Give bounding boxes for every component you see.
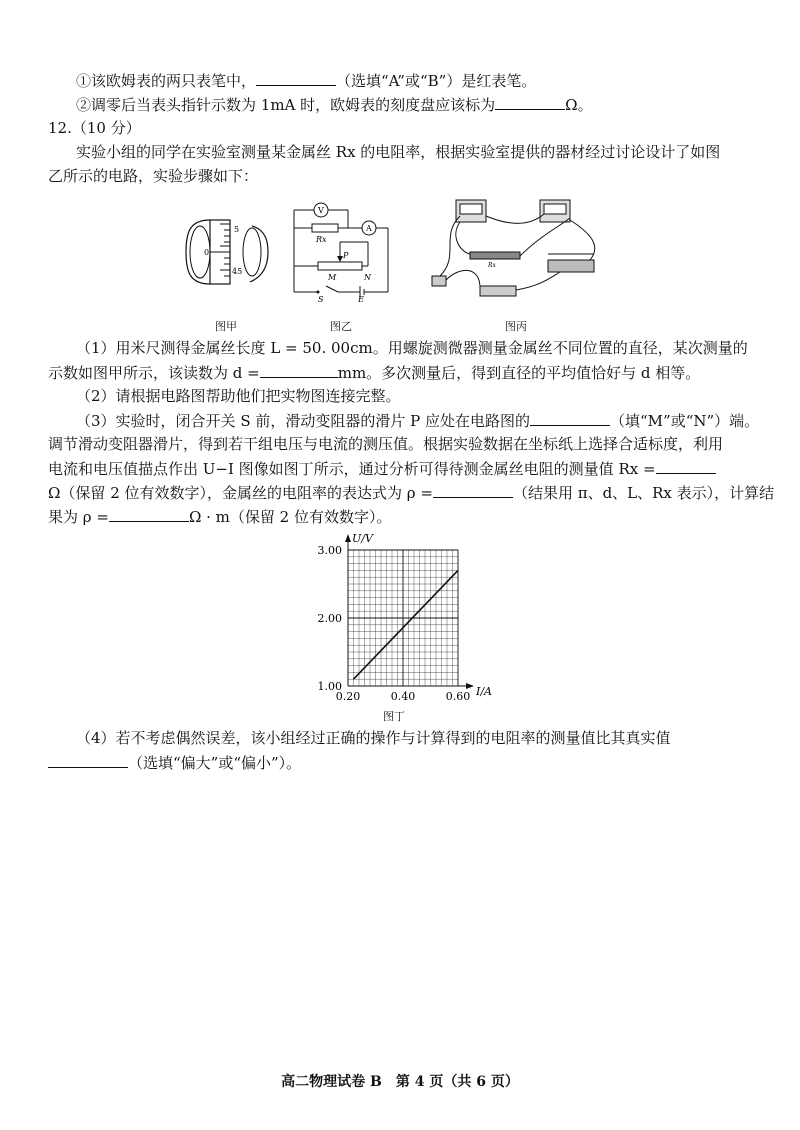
ammeter-label: A: [366, 224, 372, 233]
slider-label: P: [343, 251, 349, 260]
voltmeter-label: V: [318, 206, 324, 215]
circuit-diagram: [288, 196, 398, 302]
chart-grid: [348, 550, 458, 686]
step1-line2: 示数如图甲所示，该读数为 d = mm。多次测量后，得到直径的平均值恰好与 d 相等。: [48, 364, 701, 382]
answer-blank[interactable]: [530, 410, 610, 426]
y-tick-label: 3.00: [317, 544, 342, 557]
resistor-label: Rx: [316, 235, 327, 244]
step3-line4: Ω（保留 2 位有效数字），金属丝的电阻率的表达式为 ρ = （结果用 π、d、L、Rx 表示），计算结: [48, 484, 775, 502]
q11-item2: ②调零后当表头指针示数为 1mA 时，欧姆表的刻度盘应该标为 Ω。: [76, 96, 593, 114]
step3-line5: 果为 ρ = Ω · m（保留 2 位有效数字）。: [48, 508, 392, 526]
end-m-label: M: [328, 273, 337, 282]
answer-blank[interactable]: [256, 70, 336, 86]
step4-line1: （4）若不考虑偶然误差，该小组经过正确的操作与计算得到的电阻率的测量值比其真实值: [76, 729, 671, 747]
step4-line2: （选填“偏大”或“偏小”）。: [48, 752, 301, 773]
x-tick-label: 0.60: [445, 690, 471, 703]
page-footer: 高二物理试卷 B 第 4 页（共 6 页）: [281, 1074, 519, 1090]
step3-line1: （3）实验时，闭合开关 S 前，滑动变阻器的滑片 P 应处在电路图的 （填“M”或“N”）端。: [76, 412, 760, 430]
step1-line1: （1）用米尺测得金属丝长度 L = 50. 00cm。用螺旋测微器测量金属丝不同位置的直径，某次测量的: [76, 339, 748, 357]
switch-label: S: [318, 295, 324, 302]
resistor-label: Rx: [488, 262, 496, 269]
micrometer-tick: 45: [232, 267, 243, 276]
q12-intro-line2: 乙所示的电路，实验步骤如下：: [48, 167, 259, 185]
micrometer-tick: 0: [204, 248, 210, 257]
ui-chart: [290, 528, 520, 718]
step3-line2: 调节滑动变阻器滑片，得到若干组电压与电流的测压值。根据实验数据在坐标纸上选择合适标度，利用: [48, 435, 724, 453]
fig-jia-caption: 图甲: [215, 320, 237, 333]
step3-line3: 电流和电压值描点作出 U−I 图像如图丁所示，通过分析可得待测金属丝电阻的测量值 Rx =: [48, 458, 716, 479]
q12-header: 12.（10 分）: [48, 119, 141, 137]
fig-bing-caption: 图丙: [505, 320, 527, 333]
answer-blank[interactable]: [48, 752, 128, 768]
q11-item1: ①该欧姆表的两只表笔中， （选填“A”或“B”）是红表笔。: [76, 72, 537, 90]
micrometer-figure: [180, 212, 270, 292]
answer-blank[interactable]: [109, 506, 189, 522]
answer-blank[interactable]: [656, 458, 716, 474]
apparatus-figure: [420, 196, 610, 306]
answer-blank[interactable]: [260, 362, 338, 378]
y-axis-label: U/V: [352, 532, 373, 545]
answer-blank[interactable]: [495, 94, 565, 110]
q12-intro-line1: 实验小组的同学在实验室测量某金属丝 Rx 的电阻率，根据实验室提供的器材经过讨论设计了如图: [76, 143, 721, 161]
y-tick-label: 2.00: [317, 612, 342, 625]
x-axis-label: I/A: [476, 685, 492, 698]
micrometer-tick: 5: [234, 225, 240, 234]
x-tick-label: 0.40: [390, 690, 416, 703]
fig-yi-caption: 图乙: [330, 320, 352, 333]
answer-blank[interactable]: [433, 482, 513, 498]
fig-ding-caption: 图丁: [383, 710, 405, 723]
step2-line: （2）请根据电路图帮助他们把实物图连接完整。: [76, 387, 401, 405]
x-axis-arrow: [466, 683, 474, 689]
x-tick-label: 0.20: [335, 690, 361, 703]
y-tick-label: 1.00: [317, 680, 342, 693]
end-n-label: N: [364, 273, 371, 282]
y-axis-arrow: [345, 534, 351, 542]
source-label: E: [358, 295, 364, 302]
